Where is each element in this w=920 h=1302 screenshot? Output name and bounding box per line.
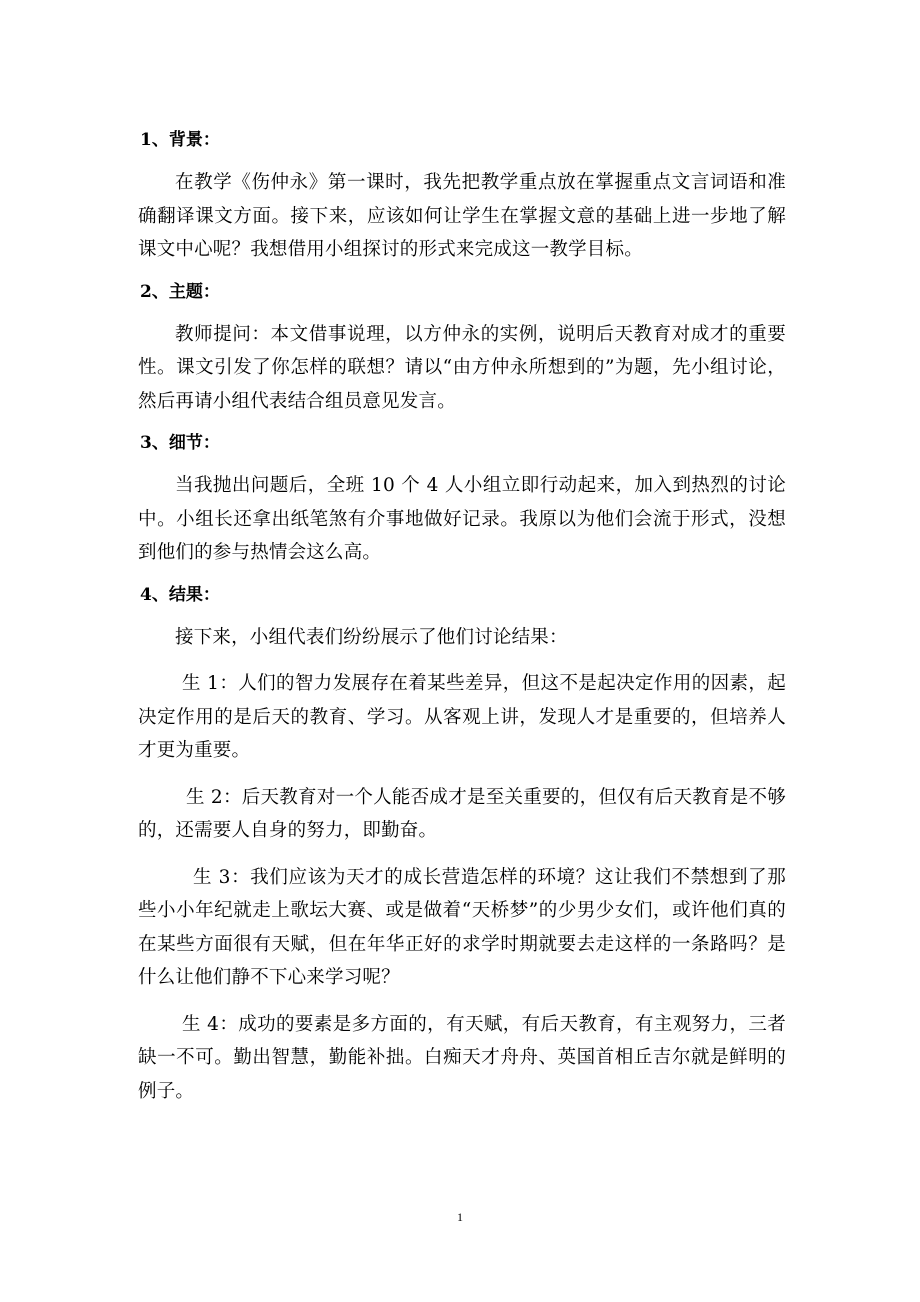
student-1-paragraph: 生 1：人们的智力发展存在着某些差异，但这不是起决定作用的因素，起决定作用的是后天的教育、学习。从客观上讲，发现人才是重要的，但培养人才更为重要。 (138, 673, 786, 761)
section-heading-details: 3、细节： (140, 433, 220, 453)
section-heading-results: 4、结果： (140, 584, 220, 605)
results-intro-paragraph: 接下来，小组代表们纷纷展示了他们讨论结果： (175, 626, 568, 648)
student-2-paragraph: 生 2：后天教育对一个人能否成才是至关重要的，但仅有后天教育是不够的，还需要人自身的努力，即勤奋。 (138, 786, 786, 841)
page-number: 1 (457, 1210, 463, 1224)
student-4-paragraph: 生 4：成功的要素是多方面的，有天赋，有后天教育，有主观努力，三者缺一不可。勤出智慧，勤能补拙。白痴天才舟舟、英国首相丘吉尔就是鲜明的例子。 (138, 1013, 786, 1102)
section-heading-background: 1、背景： (140, 130, 220, 150)
section-heading-theme: 2、主题： (140, 281, 220, 302)
document-body (138, 128, 786, 1121)
theme-paragraph: 教师提问：本文借事说理，以方仲永的实例，说明后天教育对成才的重要性。课文引发了你怎样的联想？请以“由方仲永所想到的”为题，先小组讨论，然后再请小组代表结合组员意见发言。 (138, 323, 786, 412)
background-paragraph: 在教学《伤仲永》第一课时，我先把教学重点放在掌握重点文言词语和准确翻译课文方面。接下来，应该如何让学生在掌握文意的基础上进一步地了解课文中心呢？我想借用小组探讨的形式来完成这一教学目标。 (138, 172, 786, 260)
student-3-paragraph: 生 3：我们应该为天才的成长营造怎样的环境？这让我们不禁想到了那些小小年纪就走上歌坛大赛、或是做着“天桥梦”的少男少女们，或许他们真的在某些方面很有天赋，但在年华正好的求学时期就要去走这样的一条路吗？是什么让他们静不下心来学习呢？ (138, 866, 786, 988)
details-paragraph: 当我抛出问题后，全班 10 个 4 人小组立即行动起来，加入到热烈的讨论中。小组长还拿出纸笔煞有介事地做好记录。我原以为他们会流于形式，没想到他们的参与热情会这么高。 (138, 475, 786, 563)
